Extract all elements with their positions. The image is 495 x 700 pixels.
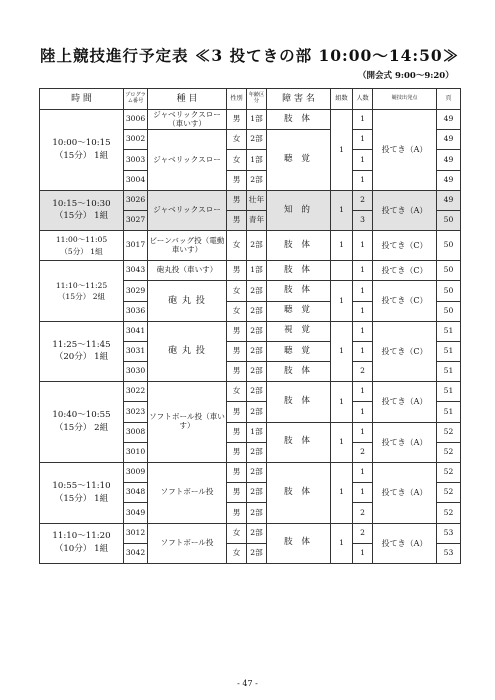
- sex: 男: [227, 170, 247, 190]
- program-no: 3036: [124, 301, 148, 321]
- group-count: 1: [331, 281, 353, 321]
- event-name: ジャベリックスロー（車いす）: [148, 110, 227, 130]
- program-no: 3048: [124, 483, 148, 503]
- header-groups: 組数: [331, 89, 353, 110]
- header-count: 人数: [353, 89, 373, 110]
- age-class: 2部: [247, 442, 267, 462]
- start-position: 投てき（C）: [373, 261, 437, 281]
- person-count: 1: [353, 321, 373, 341]
- program-no: 3003: [124, 150, 148, 170]
- schedule-table: [39, 88, 461, 564]
- page-ref: 49: [437, 190, 461, 210]
- table-row: [40, 321, 461, 341]
- sex: 男: [227, 483, 247, 503]
- person-count: 2: [353, 503, 373, 523]
- program-no: 3022: [124, 382, 148, 402]
- time-cell: 11:00〜11:05 （5分） 1組: [40, 231, 124, 261]
- program-no: 3004: [124, 170, 148, 190]
- event-name: ビーンバッグ投（電動車いす）: [148, 231, 227, 261]
- disability: 肢 体: [267, 261, 331, 281]
- event-name: ジャベリックスロー: [148, 130, 227, 191]
- start-position: 投てき（A）: [373, 110, 437, 191]
- person-count: 2: [353, 362, 373, 382]
- event-name: 砲 丸 投: [148, 321, 227, 382]
- page-ref: 49: [437, 110, 461, 130]
- program-no: 3017: [124, 231, 148, 261]
- page-ref: 51: [437, 321, 461, 341]
- person-count: 1: [353, 301, 373, 321]
- table-row: [40, 382, 461, 402]
- person-count: 1: [353, 261, 373, 281]
- program-no: 3042: [124, 543, 148, 563]
- sex: 男: [227, 442, 247, 462]
- person-count: 1: [353, 543, 373, 563]
- group-count-empty: [331, 261, 353, 281]
- sex: 男: [227, 190, 247, 210]
- program-no: 3002: [124, 130, 148, 150]
- age-class: 1部: [247, 150, 267, 170]
- sex: 男: [227, 422, 247, 442]
- person-count: 1: [353, 341, 373, 361]
- age-class: 2部: [247, 402, 267, 422]
- disability: 肢 体: [267, 281, 331, 301]
- table-row: [40, 463, 461, 483]
- header-event: 種 目: [148, 89, 227, 110]
- age-class: 2部: [247, 543, 267, 563]
- person-count: 3: [353, 210, 373, 230]
- page-ref: 50: [437, 231, 461, 261]
- time-cell: 11:10〜11:20 （10分） 1組: [40, 523, 124, 563]
- sex: 男: [227, 341, 247, 361]
- table-row: [40, 190, 461, 210]
- age-class: 2部: [247, 341, 267, 361]
- header-program-no: プログラム番号: [124, 89, 148, 110]
- age-class: 1部: [247, 110, 267, 130]
- person-count: 2: [353, 442, 373, 462]
- group-count: 1: [331, 321, 353, 382]
- start-position: 投てき（A）: [373, 463, 437, 524]
- person-count: 1: [353, 170, 373, 190]
- page-ref: 52: [437, 422, 461, 442]
- page-ref: 50: [437, 210, 461, 230]
- person-count: 1: [353, 483, 373, 503]
- age-class: 2部: [247, 321, 267, 341]
- group-count: 1: [331, 422, 353, 462]
- page-ref: 49: [437, 150, 461, 170]
- event-name: 砲 丸 投: [148, 281, 227, 321]
- page-title: 陸上競技進行予定表 ≪3 投てきの部 10:00〜14:50≫: [40, 46, 460, 65]
- person-count: 1: [353, 463, 373, 483]
- person-count: 1: [353, 150, 373, 170]
- age-class: 2部: [247, 483, 267, 503]
- person-count: 1: [353, 231, 373, 261]
- person-count: 1: [353, 130, 373, 150]
- disability: 肢 体: [267, 362, 331, 382]
- program-no: 3027: [124, 210, 148, 230]
- sex: 女: [227, 382, 247, 402]
- table-row: [40, 231, 461, 261]
- program-no: 3041: [124, 321, 148, 341]
- program-no: 3012: [124, 523, 148, 543]
- page-ref: 49: [437, 170, 461, 190]
- age-class: 2部: [247, 503, 267, 523]
- header-disability: 障 害 名: [267, 89, 331, 110]
- person-count: 2: [353, 523, 373, 543]
- program-no: 3006: [124, 110, 148, 130]
- disability: 肢 体: [267, 110, 331, 130]
- group-count: 1: [331, 231, 353, 261]
- table-row: [40, 261, 461, 281]
- age-class: 2部: [247, 130, 267, 150]
- group-count: 1: [331, 190, 353, 230]
- program-no: 3049: [124, 503, 148, 523]
- start-position: 投てき（A）: [373, 382, 437, 422]
- sex: 男: [227, 362, 247, 382]
- time-cell: 11:10〜11:25 （15分） 2組: [40, 261, 124, 322]
- event-name: ソフトボール投: [148, 463, 227, 524]
- sex: 女: [227, 543, 247, 563]
- page-ref: 52: [437, 503, 461, 523]
- event-name: 砲丸投（車いす）: [148, 261, 227, 281]
- person-count: 1: [353, 382, 373, 402]
- age-class: 2部: [247, 523, 267, 543]
- page-ref: 52: [437, 442, 461, 462]
- time-cell: 10:55〜11:10 （15分） 1組: [40, 463, 124, 524]
- header-page: 頁: [437, 89, 461, 110]
- age-class: 2部: [247, 301, 267, 321]
- time-cell: 10:15〜10:30 （15分） 1組: [40, 190, 124, 230]
- page-ref: 50: [437, 281, 461, 301]
- person-count: 1: [353, 402, 373, 422]
- age-class: 1部: [247, 422, 267, 442]
- start-position: 投てき（A）: [373, 422, 437, 462]
- age-class: 2部: [247, 463, 267, 483]
- disability: 肢 体: [267, 231, 331, 261]
- program-no: 3030: [124, 362, 148, 382]
- age-class: 2部: [247, 231, 267, 261]
- header-age-class: 年齢区分: [247, 89, 267, 110]
- opening-ceremony-note: （開会式 9:00〜9:20）: [358, 71, 454, 81]
- program-no: 3029: [124, 281, 148, 301]
- disability: 聴 覚: [267, 301, 331, 321]
- program-no: 3043: [124, 261, 148, 281]
- start-position: 投てき（A）: [373, 190, 437, 230]
- sex: 男: [227, 402, 247, 422]
- header-sex: 性別: [227, 89, 247, 110]
- start-position: 投てき（C）: [373, 281, 437, 321]
- sex: 女: [227, 301, 247, 321]
- page-ref: 50: [437, 301, 461, 321]
- person-count: 1: [353, 110, 373, 130]
- header-row: [40, 89, 461, 110]
- page-ref: 52: [437, 483, 461, 503]
- header-position: 競技出発点: [373, 89, 437, 110]
- person-count: 1: [353, 281, 373, 301]
- disability: 肢 体: [267, 382, 331, 422]
- sex: 男: [227, 463, 247, 483]
- program-no: 3026: [124, 190, 148, 210]
- person-count: 1: [353, 422, 373, 442]
- group-count: 1: [331, 523, 353, 563]
- start-position: 投てき（C）: [373, 321, 437, 382]
- disability: 聴 覚: [267, 130, 331, 191]
- header-time: 時 間: [40, 89, 124, 110]
- time-cell: 10:40〜10:55 （15分） 2組: [40, 382, 124, 463]
- disability: 肢 体: [267, 463, 331, 524]
- page-ref: 51: [437, 382, 461, 402]
- sex: 男: [227, 210, 247, 230]
- person-count: 2: [353, 190, 373, 210]
- time-cell: 11:25〜11:45 （20分） 1組: [40, 321, 124, 382]
- sex: 女: [227, 231, 247, 261]
- age-class: 2部: [247, 362, 267, 382]
- age-class: 2部: [247, 170, 267, 190]
- program-no: 3023: [124, 402, 148, 422]
- sex: 女: [227, 130, 247, 150]
- disability: 視 覚: [267, 321, 331, 341]
- sex: 女: [227, 523, 247, 543]
- page-ref: 52: [437, 463, 461, 483]
- start-position: 投てき（C）: [373, 231, 437, 261]
- age-class: 2部: [247, 382, 267, 402]
- disability: 聴 覚: [267, 341, 331, 361]
- sex: 男: [227, 321, 247, 341]
- table-row: [40, 110, 461, 130]
- page-number: - 47 -: [237, 679, 258, 688]
- page-ref: 53: [437, 543, 461, 563]
- table-row: [40, 523, 461, 543]
- program-no: 3010: [124, 442, 148, 462]
- program-no: 3031: [124, 341, 148, 361]
- page-ref: 51: [437, 362, 461, 382]
- event-name: ソフトボール投: [148, 523, 227, 563]
- program-no: 3008: [124, 422, 148, 442]
- page-ref: 50: [437, 261, 461, 281]
- age-class: 1部: [247, 261, 267, 281]
- sex: 男: [227, 110, 247, 130]
- event-name: ジャベリックスロー: [148, 190, 227, 230]
- age-class: 青年: [247, 210, 267, 230]
- page-ref: 51: [437, 402, 461, 422]
- age-class: 2部: [247, 281, 267, 301]
- disability: 肢 体: [267, 523, 331, 563]
- group-count: 1: [331, 382, 353, 422]
- time-cell: 10:00〜10:15 （15分） 1組: [40, 110, 124, 191]
- program-no: 3009: [124, 463, 148, 483]
- age-class: 壮年: [247, 190, 267, 210]
- page-ref: 51: [437, 341, 461, 361]
- sex: 男: [227, 261, 247, 281]
- event-name: ソフトボール投（車いす）: [148, 382, 227, 463]
- start-position: 投てき（A）: [373, 523, 437, 563]
- group-count: 1: [331, 110, 353, 191]
- page-ref: 53: [437, 523, 461, 543]
- disability: 知 的: [267, 190, 331, 230]
- page-ref: 49: [437, 130, 461, 150]
- group-count: 1: [331, 463, 353, 524]
- disability: 肢 体: [267, 422, 331, 462]
- sex: 女: [227, 150, 247, 170]
- sex: 男: [227, 503, 247, 523]
- sex: 女: [227, 281, 247, 301]
